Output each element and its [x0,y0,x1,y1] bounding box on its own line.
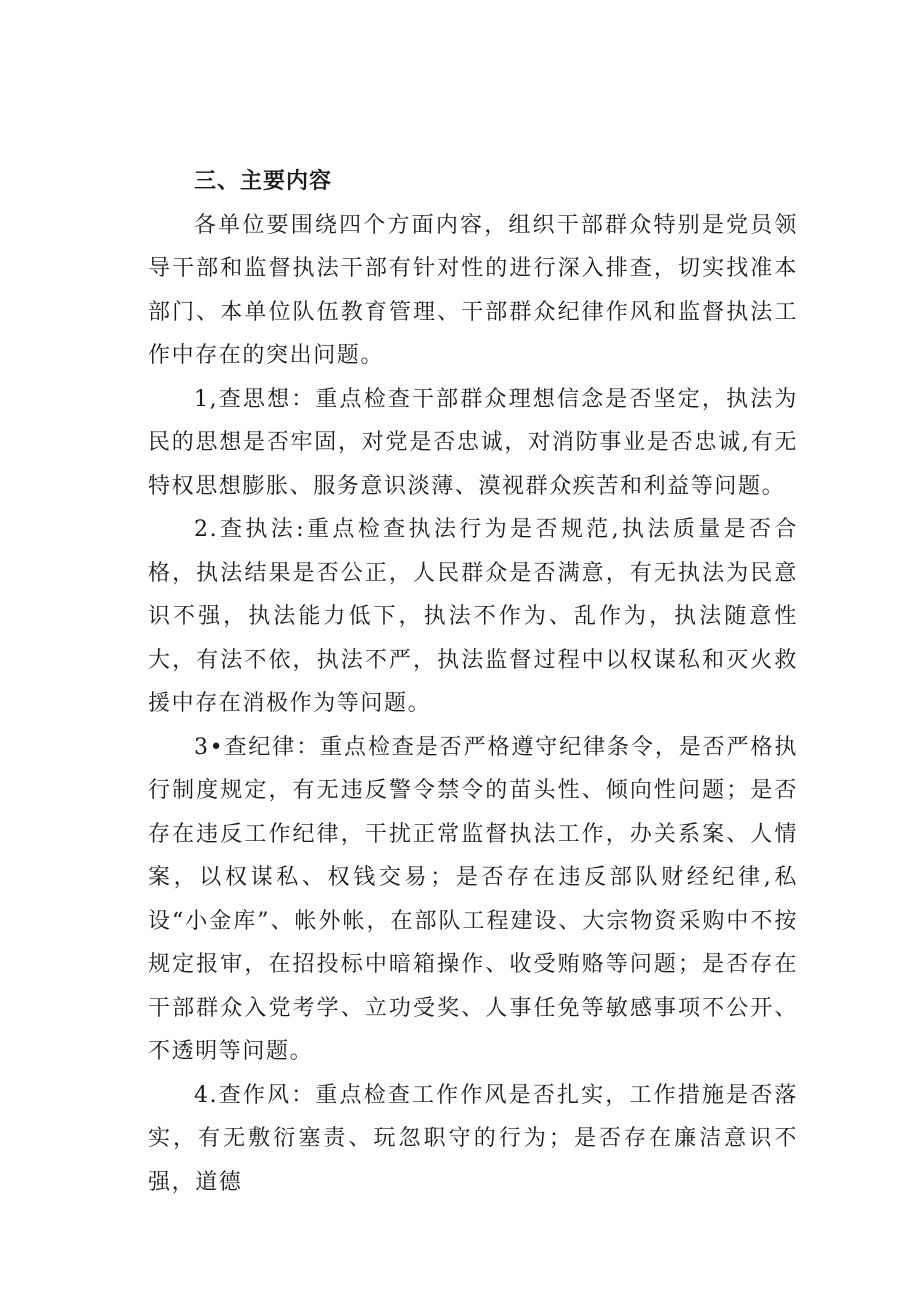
paragraph-check-law-enforcement: 2.查执法:重点检查执法行为是否规范,执法质量是否合格，执法结果是否公正，人民群众是否满意，有无执法为民意识不强，执法能力低下，执法不作为、乱作为，执法随意性大，有法不依，执法不严，执法监督过程中以权谋私和灭火救援中存在消极作为等问题。 [148,517,798,716]
paragraph-check-thinking: 1,查思想：重点检查干部群众理想信念是否坚定，执法为民的思想是否牢固，对党是否忠诚，对消防事业是否忠诚,有无特权思想膨胀、服务意识淡薄、漠视群众疾苦和利益等问题。 [148,386,798,499]
intro-paragraph: 各单位要围绕四个方面内容，组织干部群众特别是党员领导干部和监督执法干部有针对性的进行深入排查，切实找准本部门、本单位队伍教育管理、干部群众纪律作风和监督执法工作中存在的突出问题。 [148,212,798,368]
paragraph-check-discipline: 3•查纪律：重点检查是否严格遵守纪律条令，是否严格执行制度规定，有无违反警令禁令的苗头性、倾向性问题；是否存在违反工作纪律，干扰正常监督执法工作，办关系案、人情案，以权谋私、权钱交易；是否存在违反部队财经纪律,私设“小金库”、帐外帐，在部队工程建设、大宗物资采购中不按规定报审，在招投标中暗箱操作、收受贿赂等问题；是否存在干部群众入党考学、立功受奖、人事任免等敏感事项不公开、不透明等问题。 [148,734,798,1064]
paragraph-check-work-style: 4.查作风：重点检查工作作风是否扎实，工作措施是否落实，有无敷衍塞责、玩忽职守的行为；是否存在廉洁意识不强，道德 [148,1082,798,1195]
document-body [148,160,798,1204]
section-heading: 三、主要内容 [194,169,333,194]
